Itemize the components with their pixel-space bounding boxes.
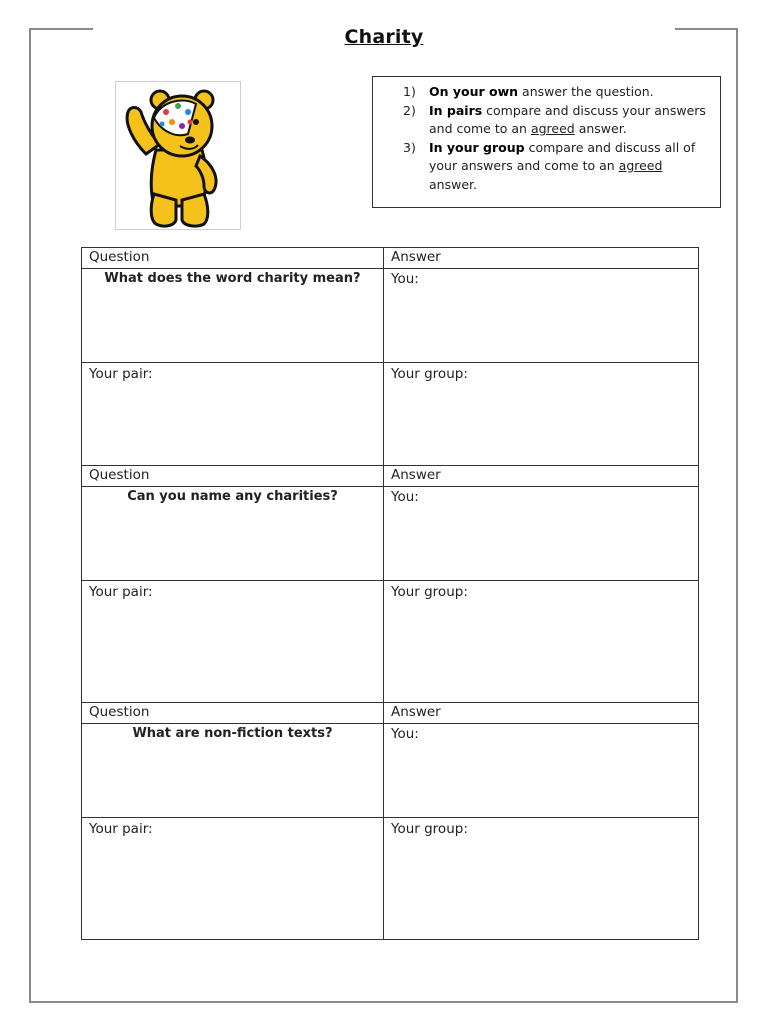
instructions-box xyxy=(372,76,721,208)
group-answer-cell[interactable] xyxy=(384,363,699,466)
you-answer-cell[interactable] xyxy=(384,269,699,363)
question-row xyxy=(82,487,699,581)
pair-answer-cell[interactable] xyxy=(82,363,384,466)
instruction-bold: In your group xyxy=(429,139,525,155)
instruction-text: compare and discuss all of your answers and come to an xyxy=(429,139,696,173)
instructions-list xyxy=(403,83,710,194)
group-label: Your group: xyxy=(391,366,468,382)
pair-group-row xyxy=(82,818,699,940)
instruction-item xyxy=(403,83,710,102)
pair-label: Your pair: xyxy=(89,584,153,600)
instruction-text-end: answer. xyxy=(429,176,477,192)
answer-header: Answer xyxy=(384,703,699,724)
group-answer-cell[interactable] xyxy=(384,818,699,940)
instruction-text: compare and discuss your answers and come to an xyxy=(429,102,706,136)
question-header: Question xyxy=(82,466,384,487)
worksheet-table xyxy=(81,247,699,940)
table-header-row xyxy=(82,248,699,269)
pair-group-row xyxy=(82,363,699,466)
instruction-text: answer the question. xyxy=(518,84,654,99)
group-label: Your group: xyxy=(391,584,468,600)
pudsey-bear-icon xyxy=(116,82,242,231)
instruction-bold: On your own xyxy=(429,84,519,99)
instruction-underlined: agreed xyxy=(530,121,575,136)
instruction-number: 1) xyxy=(403,84,416,99)
you-answer-cell[interactable] xyxy=(384,724,699,818)
group-label: Your group: xyxy=(391,821,468,837)
pair-group-row xyxy=(82,581,699,703)
you-label: You: xyxy=(391,271,419,287)
table-header-row xyxy=(82,466,699,487)
instruction-item xyxy=(403,139,710,195)
page-title: Charity xyxy=(344,26,424,48)
answer-header: Answer xyxy=(384,466,699,487)
instruction-item xyxy=(403,102,710,139)
instruction-bold: In pairs xyxy=(429,102,483,118)
instruction-number: 2) xyxy=(403,102,416,118)
table-header-row xyxy=(82,703,699,724)
question-header: Question xyxy=(82,248,384,269)
question-header: Question xyxy=(82,703,384,724)
instruction-text-end: answer. xyxy=(574,121,627,136)
question-text: What does the word charity mean? xyxy=(82,269,384,363)
question-text: What are non-fiction texts? xyxy=(82,724,384,818)
pair-answer-cell[interactable] xyxy=(82,581,384,703)
pair-label: Your pair: xyxy=(89,821,153,837)
pair-answer-cell[interactable] xyxy=(82,818,384,940)
answer-header: Answer xyxy=(384,248,699,269)
question-row xyxy=(82,724,699,818)
group-answer-cell[interactable] xyxy=(384,581,699,703)
pudsey-bear-image xyxy=(115,81,241,230)
question-text: Can you name any charities? xyxy=(82,487,384,581)
you-answer-cell[interactable] xyxy=(384,487,699,581)
instruction-number: 3) xyxy=(403,139,416,155)
pair-label: Your pair: xyxy=(89,366,153,382)
you-label: You: xyxy=(391,489,419,505)
question-row xyxy=(82,269,699,363)
instruction-underlined: agreed xyxy=(618,158,663,173)
you-label: You: xyxy=(391,726,419,742)
